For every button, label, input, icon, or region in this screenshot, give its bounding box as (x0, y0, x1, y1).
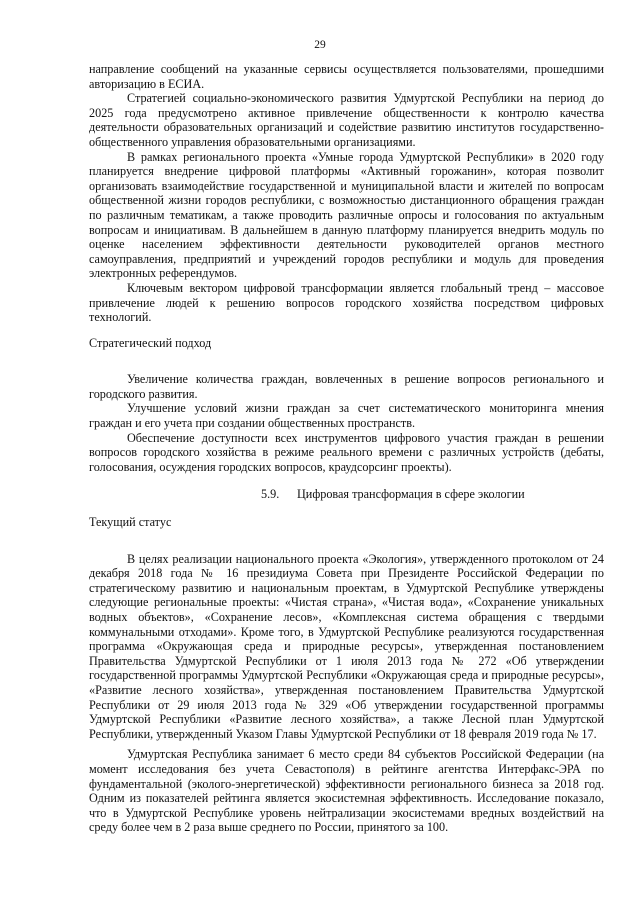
section-title (89, 487, 604, 502)
paragraph-continuation: направление сообщений на указанные сервисы осуществляется пользователями, прошедшими авторизацию в ЕСИА. (89, 62, 604, 91)
paragraph-ecology-project: В целях реализации национального проекта «Экология», утвержденного протоколом от 24 декабря 2018 года № 16 президиума Совета при Президенте Российской Федерации по стратегическому развитию и национальным проектам, в Удмуртской Республике утверждены следующие региональные проекты: «Чистая страна», «Чистая вода», «Сохранение уникальных водных объектов», «Сохранение лесов», «Комплексная система обращения с твердыми коммунальными отходами». Кроме того, в Удмуртской Республике реализуются государственная программа «Окружающая среда и природные ресурсы», утвержденная постановлением Правительства Удмуртской Республики от 1 июля 2013 года № 272 «Об утверждении государственной программы Удмуртской Республики «Окружающая среда и природные ресурсы», «Развитие лесного хозяйства», утвержденная постановлением Правительства Удмуртской Республики от 29 июля 2013 года № 329 «Об утверждении государственной программы Удмуртской Республики «Развитие лесного хозяйства», а также Лесной план Удмуртской Республики, утвержденный Указом Главы Удмуртской Республики от 18 февраля 2019 года № 17. (89, 551, 604, 741)
paragraph-rating: Удмуртская Республика занимает 6 место среди 84 субъектов Российской Федерации (на момент исследования без учета Севастополя) в рейтинге агентства Интерфакс-ЭРА по фундаментальной (эколого-энергетической) эффективности регионального бизнеса за 2018 год. Одним из показателей рейтинга является экосистемная эффективность. Исследование показало, что в Удмуртской Республике уровень нейтрализации экосистемами вредных воздействий на среду более чем в 2 раза выше среднего по России, принятого за 100. (89, 747, 604, 835)
current-status-heading: Текущий статус (89, 515, 172, 530)
strategy-item-3: Обеспечение доступности всех инструментов цифрового участия граждан в решении вопросов городского хозяйства в режиме реального времени с различных устройств (дебаты, голосования, осуждения городских вопросов, краудсорсинг проекты). (89, 430, 604, 474)
strategy-item-2: Улучшение условий жизни граждан за счет систематического мониторинга мнения граждан и его учета при создании общественных пространств. (89, 401, 604, 431)
paragraph-key-vector: Ключевым вектором цифровой трансформации является глобальный тренд – массовое привлечение людей к решению вопросов городского хозяйства посредством цифровых технологий. (89, 280, 604, 325)
page-body (89, 62, 604, 835)
section-title-text: Цифровая трансформация в сфере экологии (297, 487, 525, 502)
strategic-approach-heading: Стратегический подход (89, 335, 212, 350)
paragraph-strategy-2025: Стратегией социально-экономического развития Удмуртской Республики на период до 2025 года предусмотрено активное привлечение общественности к контролю качества деятельности образовательных организаций и содействие развитию институтов государственно-общественного управления образовательными организациями. (89, 91, 604, 149)
paragraph-smart-cities: В рамках регионального проекта «Умные города Удмуртской Республики» в 2020 году планируется внедрение цифровой платформы «Активный горожанин», которая позволит организовать взаимодействие государственной и муниципальной власти и жителей по вопросам общественной жизни городов республики, с возможностью дистанционного обращения граждан по различным тематикам, а также проводить различные опросы и голосования по актуальным вопросам и инициативам. В дальнейшем в данную платформу планируется внедрить модуль по оценке населением эффективности деятельности руководителей органов местного самоуправления, предприятий и учреждений городов республики и модуль для проведения электронных референдумов. (89, 149, 604, 281)
strategy-item-1: Увеличение количества граждан, вовлеченных в решение вопросов регионального и городского развития. (89, 372, 604, 401)
section-number: 5.9. (261, 487, 280, 502)
page-number: 29 (314, 39, 326, 51)
